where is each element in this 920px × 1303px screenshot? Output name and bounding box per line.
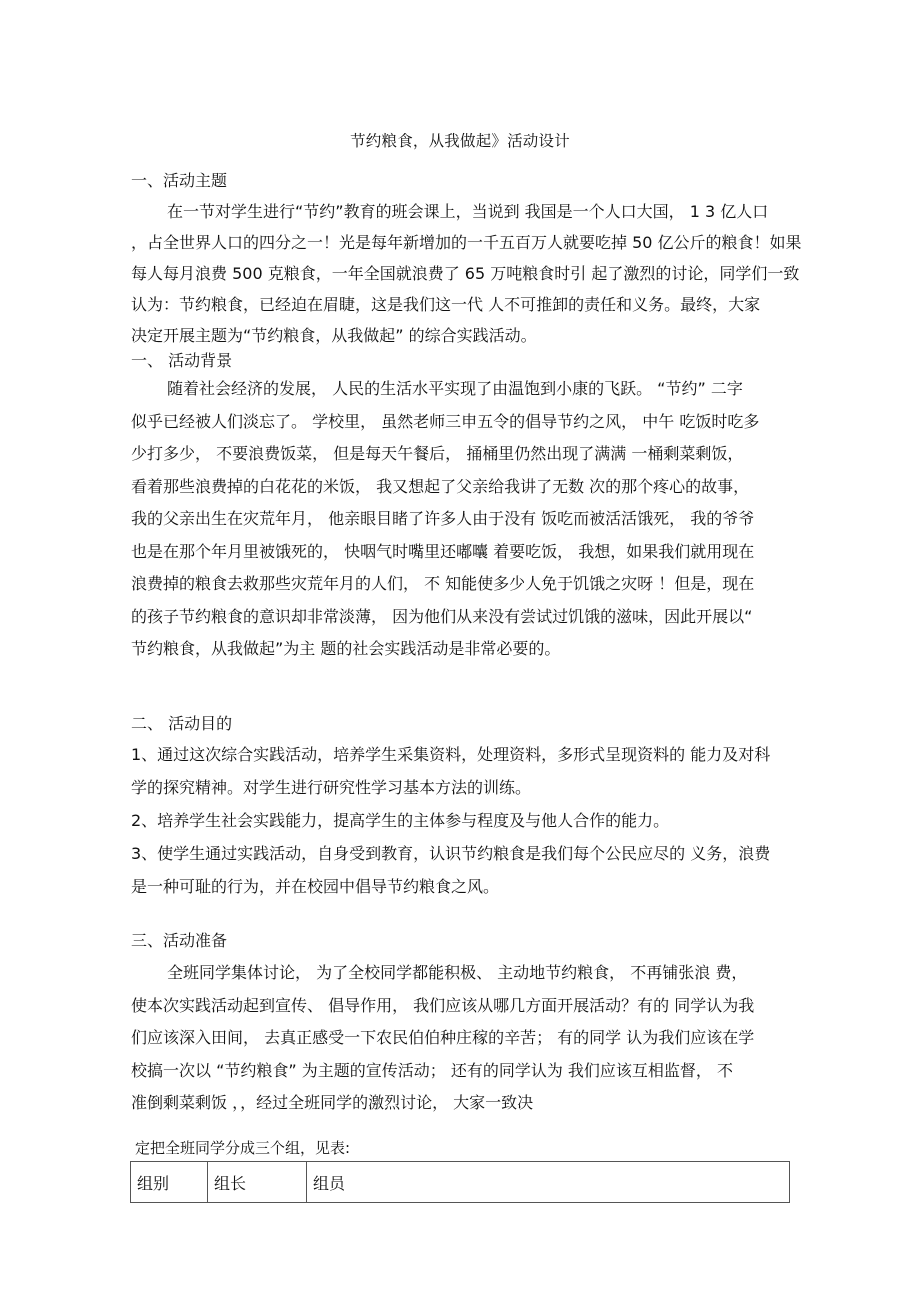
paragraph-line: 学的探究精神。对学生进行研究性学习基本方法的训练。: [131, 778, 532, 797]
table-header-row: [131, 1162, 790, 1203]
paragraph-line: 看着那些浪费掉的白花花的米饭， 我又想起了父亲给我讲了无数 次的那个疼心的故事，: [131, 476, 750, 496]
section-heading-preparation: 三、活动准备: [131, 931, 228, 950]
paragraph-line: 3、使学生通过实践活动，自身受到教育，认识节约粮食是我们每个公民应尽的 义务，浪费: [131, 844, 771, 863]
section-body-background: [131, 373, 791, 666]
paragraph-line: 节约粮食，从我做起”为主 题的社会实践活动是非常必要的。: [131, 639, 561, 658]
paragraph-line: 也是在那个年月里被饿死的， 快咽气时嘴里还嘟囔 着要吃饭， 我想，如果我们就用现在: [131, 541, 755, 561]
section-heading-background: 一、 活动背景: [131, 351, 233, 370]
paragraph-line: 浪费掉的粮食去救那些灾荒年月的人们， 不 知能使多少人免于饥饿之灾呀 ！但是，现在: [131, 574, 755, 593]
group-table: [130, 1161, 790, 1203]
paragraph-line: 全班同学集体讨论， 为了全校同学都能积极、 主动地节约粮食， 不再铺张浪 费，: [167, 963, 748, 982]
paragraph-line: 校搞一次以 “节约粮食” 为主题的宣传活动； 还有的同学认为 我们应该互相监督， 不: [131, 1060, 734, 1080]
table-intro: 定把全班同学分成三个组，见表:: [135, 1139, 351, 1157]
table-header-cell: 组员: [307, 1162, 790, 1203]
paragraph-line: 少打多少， 不要浪费饭菜， 但是每天午餐后， 捅桶里仍然出现了满满 一桶剩菜剩饭，: [131, 444, 744, 463]
section-body-goals: [131, 738, 791, 903]
paragraph-line: 2、培养学生社会实践能力，提高学生的主体参与程度及与他人合作的能力。: [131, 811, 670, 830]
paragraph-line: 是一种可耻的行为，并在校园中倡导节约粮食之风。: [131, 877, 500, 896]
paragraph-line: 的孩子节约粮食的意识却非常淡薄， 因为他们从来没有尝试过饥饿的滋味，因此开展以“: [131, 606, 753, 626]
paragraph-line: 们应该深入田间， 去真正感受一下农民伯伯种庄稼的辛苦； 有的同学 认为我们应该在学: [131, 1028, 755, 1047]
section-heading-goals: 二、 活动目的: [131, 714, 233, 733]
paragraph-line: 每人每月浪费 500 克粮食，一年全国就浪费了 65 万吨粮食时引 起了激烈的讨论，同学们一致: [131, 264, 800, 283]
paragraph-line: 似乎已经被人们淡忘了。 学校里， 虽然老师三申五令的倡导节约之风， 中午 吃饭时吃多: [131, 411, 760, 431]
paragraph-line: 1、通过这次综合实践活动，培养学生采集资料，处理资料，多形式呈现资料的 能力及对科: [131, 745, 771, 764]
paragraph-line: 准倒剩菜剩饭 ，，经过全班同学的激烈讨论， 大家一致决: [131, 1093, 534, 1112]
paragraph-line: 认为：节约粮食，已经迫在眉睫，这是我们这一代 人不可推卸的责任和义务。最终，大家: [131, 295, 761, 314]
section-heading-theme: 一、活动主题: [131, 171, 228, 190]
document-title: 节约粮食，从我做起》活动设计: [350, 132, 570, 150]
paragraph-line: 在一节对学生进行“节约”教育的班会课上，当说到 我国是一个人口大国， 1 3 亿人口: [167, 202, 769, 221]
paragraph-line: 随着社会经济的发展， 人民的生活水平实现了由温饱到小康的飞跃。 “节约” 二字: [167, 379, 743, 398]
section-body-theme: [131, 196, 802, 351]
paragraph-line: 我的父亲出生在灾荒年月， 他亲眼目睹了许多人由于没有 饭吃而被活活饿死， 我的爷爷: [131, 509, 755, 528]
paragraph-line: 决定开展主题为“节约粮食，从我做起” 的综合实践活动。: [131, 326, 537, 345]
paragraph-line: ，占全世界人口的四分之一！光是每年新增加的一千五百万人就要吃掉 50 亿公斤的粮食！如果: [131, 233, 802, 252]
paragraph-line: 使本次实践活动起到宣传、 倡导作用， 我们应该从哪几方面开展活动？有的 同学认为我: [131, 995, 755, 1015]
table-header-cell: 组长: [208, 1162, 307, 1203]
table-header-cell: 组别: [131, 1162, 208, 1203]
section-body-preparation: [131, 957, 791, 1120]
